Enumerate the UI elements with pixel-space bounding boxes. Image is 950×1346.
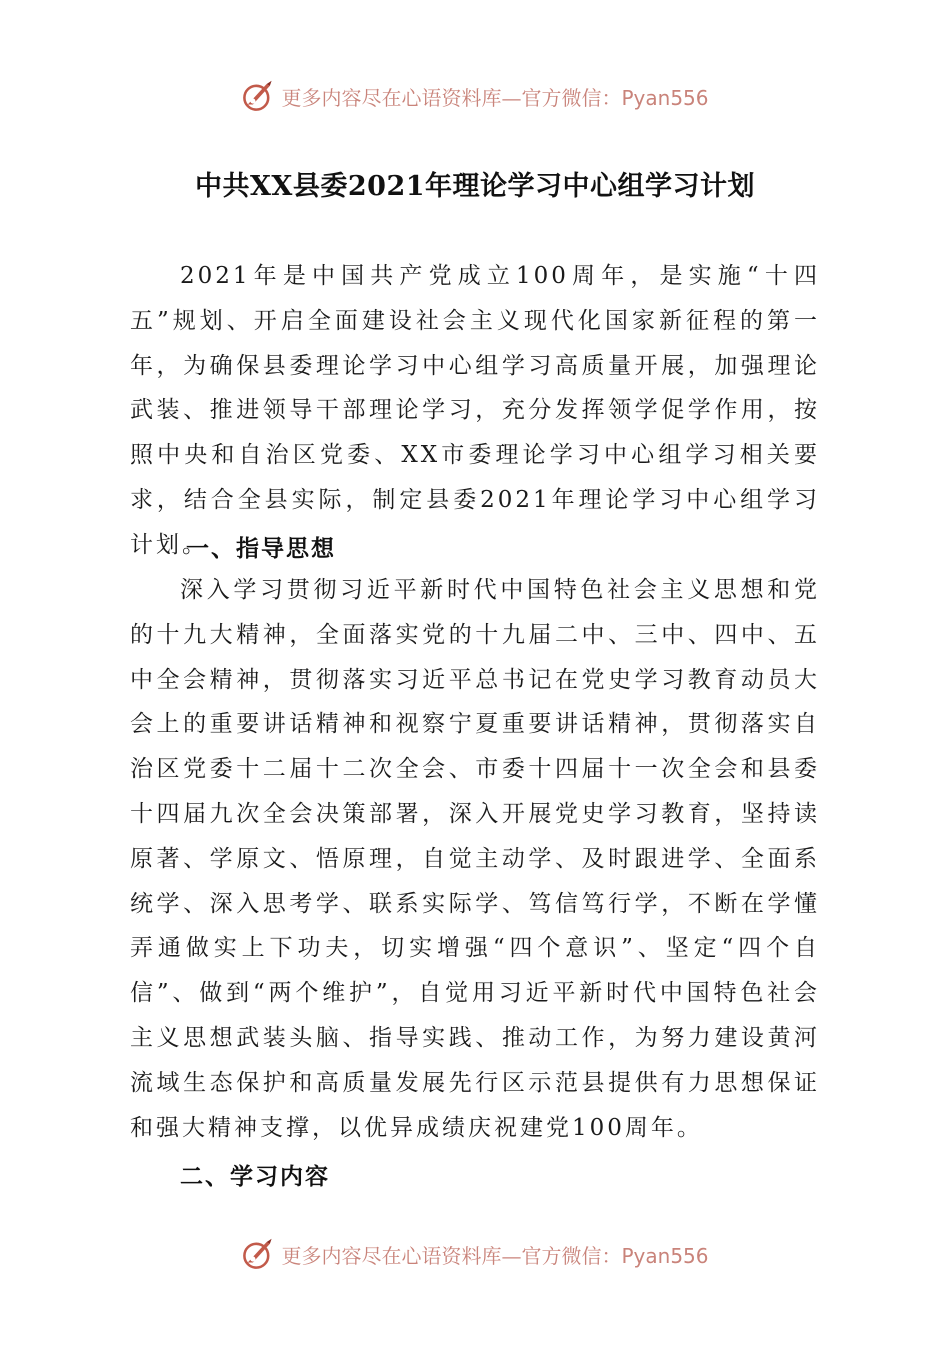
quill-circle-icon bbox=[241, 1237, 275, 1271]
wechat-id: Pyan556 bbox=[621, 85, 709, 110]
section-heading-guiding-ideology: 一、指导思想 bbox=[186, 536, 336, 562]
watermark-banner-top bbox=[0, 76, 950, 116]
quill-circle-icon bbox=[241, 79, 275, 113]
intro-paragraph: 2021年是中国共产党成立100周年，是实施“十四五”规划、开启全面建设社会主义现代化国家新征程的第一年，为确保县委理论学习中心组学习高质量开展，加强理论武装、推进领导干部理论学习，充分发挥领学促学作用，按照中央和自治区党委、XX市委理论学习中心组学习相关要求，结合全县实际，制定县委2021年理论学习中心组学习计划。 bbox=[130, 263, 820, 558]
wechat-id: Pyan556 bbox=[621, 1243, 709, 1268]
section-heading-study-content: 二、学习内容 bbox=[180, 1164, 330, 1190]
watermark-text: 更多内容尽在心语资料库—官方微信：Pyan556 bbox=[281, 85, 709, 110]
document-title: 中共XX县委2021年理论学习中心组学习计划 bbox=[194, 171, 756, 202]
watermark-banner-bottom bbox=[0, 1234, 950, 1274]
watermark-text: 更多内容尽在心语资料库—官方微信：Pyan556 bbox=[281, 1243, 709, 1268]
section-body-guiding-ideology: 深入学习贯彻习近平新时代中国特色社会主义思想和党的十九大精神，全面落实党的十九届二中、三中、四中、五中全会精神，贯彻落实习近平总书记在党史学习教育动员大会上的重要讲话精神和视察宁夏重要讲话精神，贯彻落实自治区党委十二届十二次全会、市委十四届十一次全会和县委十四届九次全会决策部署，深入开展党史学习教育，坚持读原著、学原文、悟原理，自觉主动学、及时跟进学、全面系统学、深入思考学、联系实际学、笃信笃行学，不断在学懂弄通做实上下功夫，切实增强“四个意识”、坚定“四个自信”、做到“两个维护”，自觉用习近平新时代中国特色社会主义思想武装头脑、指导实践、推动工作，为努力建设黄河流域生态保护和高质量发展先行区示范县提供有力思想保证和强大精神支撑，以优异成绩庆祝建党100周年。 bbox=[130, 577, 820, 1141]
